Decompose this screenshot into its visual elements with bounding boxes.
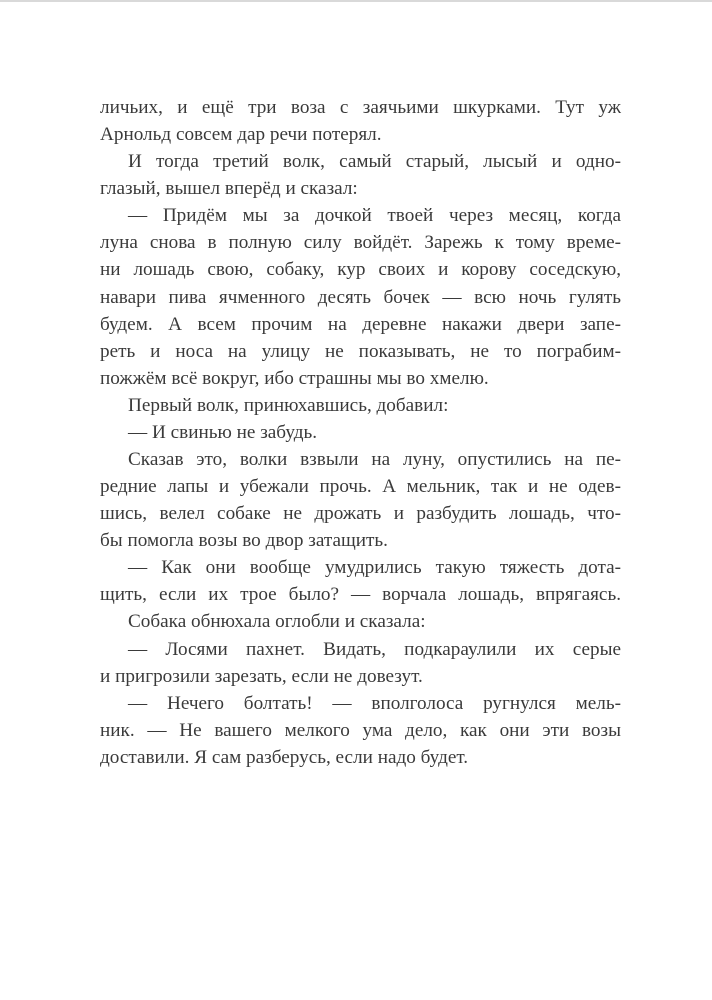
text-line: — Лосями пахнет. Видать, подкараулили их серые [128,638,621,660]
text-line: Сказав это, волки взвыли на луну, опустились на пе- [128,449,621,471]
paragraph [100,419,621,446]
text-line: шись, велел собаке не дрожать и разбудить лошадь, что- [100,503,621,525]
paragraph [100,608,621,635]
text-line: луна снова в полную силу войдёт. Зарежь к тому време- [100,232,621,254]
text-line: Первый волк, принюхавшись, добавил: [128,394,449,416]
text-line: — Придём мы за дочкой твоей через месяц, когда [128,205,621,227]
text-line: — И свинью не забудь. [128,421,318,443]
paragraph [100,446,621,554]
paragraph [100,636,621,690]
paragraph [100,202,621,392]
text-line: личьих, и ещё три воза с заячьими шкурками. Тут уж [100,97,621,118]
paragraph [100,392,621,419]
text-line: — Как они вообще умудрились такую тяжесть дота- [128,557,621,579]
text-line: реть и носа на улицу не показывать, не то пограбим- [100,340,621,362]
text-line: навари пива ячменного десять бочек — всю ночь гулять [100,286,621,308]
text-line: ни лошадь свою, собаку, кур своих и корову соседскую, [100,259,621,281]
paragraph [100,554,621,608]
text-line: будем. А всем прочим на деревне накажи двери запе- [100,313,621,335]
text-line: доставили. Я сам разберусь, если надо будет. [100,746,469,768]
text-line: ник. — Не вашего мелкого ума дело, как они эти возы [100,719,621,741]
text-line: глазый, вышел вперёд и сказал: [100,178,358,200]
text-line: Собака обнюхала оглобли и сказала: [128,611,426,633]
text-line: и пригрозили зарезать, если не довезут. [100,665,423,687]
paragraph [100,690,621,771]
book-page-text [100,94,621,771]
text-line: бы помогла возы во двор затащить. [100,530,388,552]
paragraph [100,94,621,148]
text-line: — Нечего болтать! — вполголоса ругнулся мель- [128,692,621,714]
text-line: пожжём всё вокруг, ибо страшны мы во хмелю. [100,367,489,389]
text-line: редние лапы и убежали прочь. А мельник, так и не одев- [100,476,621,498]
top-edge-strip [0,0,712,2]
text-line: И тогда третий волк, самый старый, лысый и одно- [128,151,621,173]
text-line: Арнольд совсем дар речи потерял. [100,124,382,146]
paragraph [100,148,621,202]
text-line: щить, если их трое было? — ворчала лошадь, впрягаясь. [100,584,621,606]
